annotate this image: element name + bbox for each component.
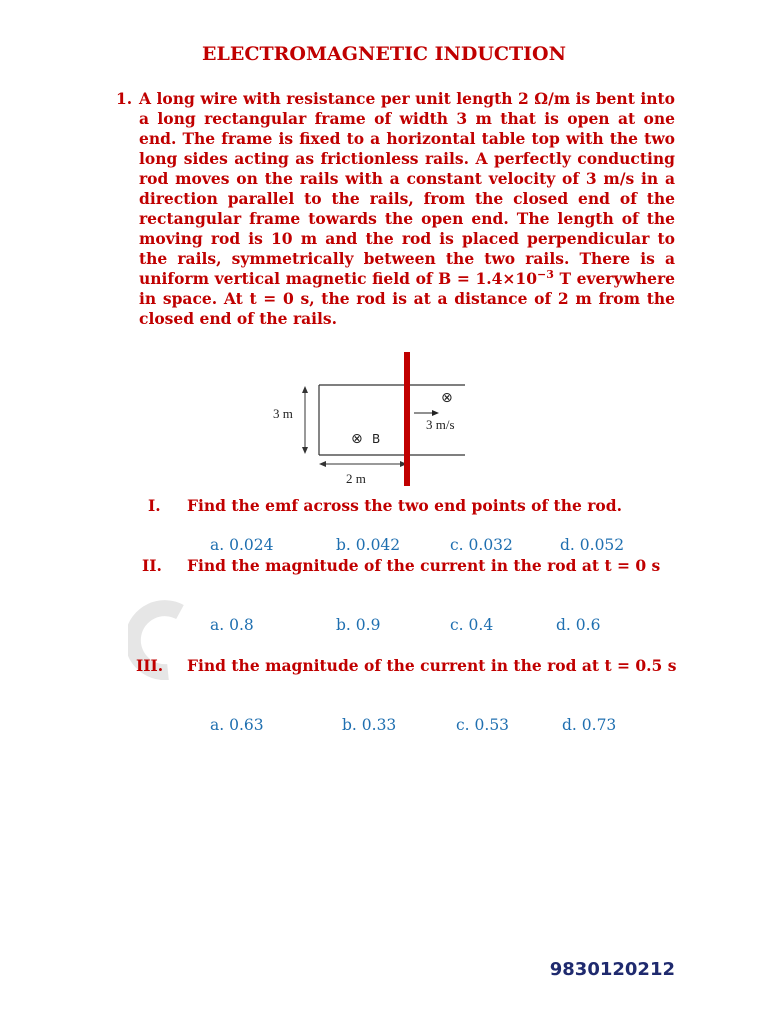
rail-rod-diagram — [262, 352, 482, 492]
field-exponent: −3 — [536, 267, 554, 281]
subquestion-1-option-c: c. 0.032 — [450, 536, 513, 554]
subquestion-3-option-a: a. 0.63 — [210, 716, 264, 734]
subquestion-2-text: Find the magnitude of the current in the rod at t = 0 s — [187, 556, 661, 575]
subquestion-1-option-a: a. 0.024 — [210, 536, 274, 554]
question-number: 1. — [116, 89, 133, 108]
subquestion-3-roman: III. — [136, 656, 164, 675]
field-symbol-outside: ⊗ — [441, 390, 453, 406]
field-label: B — [372, 432, 381, 446]
question-text-part1: A long wire with resistance per unit length 2 Ω/m is bent into a long rectangular frame of width 3 m that is open at one end. The frame is fixed to a horizontal table top with the two long sides acting as frictionless rails. A perfectly conducting rod moves on the rails with a constant velocity of 3 m/s in a direction parallel to the rails, from the closed end of the rectangular frame towards the open end. The length of the moving rod is 10 m and the rod is placed perpendicular to the rails, symmetrically between the two rails. There is a uniform vertical magnetic field of B = 1.4×10 — [139, 89, 675, 288]
subquestion-2-option-c: c. 0.4 — [450, 616, 494, 634]
subquestion-3-option-b: b. 0.33 — [342, 716, 397, 734]
subquestion-3-text: Find the magnitude of the current in the rod at t = 0.5 s — [187, 656, 677, 675]
question-text — [139, 89, 675, 329]
subquestion-2-option-b: b. 0.9 — [336, 616, 381, 634]
subquestion-2-option-d: d. 0.6 — [556, 616, 601, 634]
contact-phone: 9830120212 — [549, 959, 675, 980]
subquestion-1-text: Find the emf across the two end points of the rod. — [187, 496, 622, 515]
conducting-rod — [404, 352, 410, 486]
width-label: 3 m — [273, 406, 293, 421]
question-text-part2: T everywhere in space. At t = 0 s, the rod is at a distance of 2 m from the closed end of the rails. — [139, 269, 675, 328]
subquestion-2-option-a: a. 0.8 — [210, 616, 254, 634]
subquestion-1-roman: I. — [148, 496, 161, 515]
velocity-label: 3 m/s — [426, 417, 455, 432]
subquestion-3-option-d: d. 0.73 — [562, 716, 617, 734]
field-symbol-inside: ⊗ — [351, 431, 363, 447]
subquestion-3-option-c: c. 0.53 — [456, 716, 510, 734]
subquestion-2-roman: II. — [142, 556, 162, 575]
subquestion-1-option-b: b. 0.042 — [336, 536, 401, 554]
subquestion-1-option-d: d. 0.052 — [560, 536, 625, 554]
page-title: ELECTROMAGNETIC INDUCTION — [202, 43, 566, 65]
distance-label: 2 m — [346, 471, 366, 486]
